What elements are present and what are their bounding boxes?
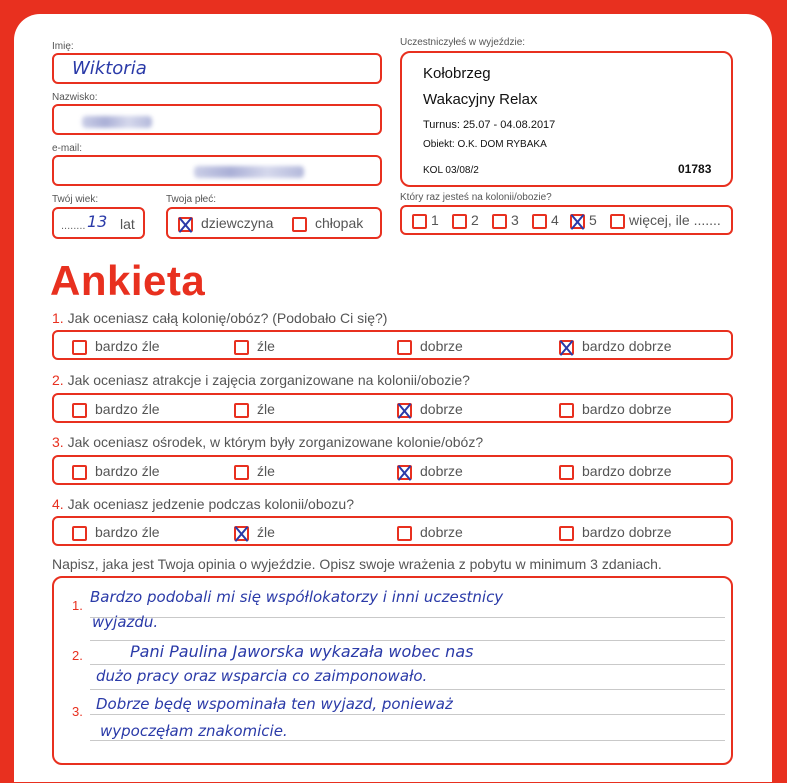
checkbox[interactable] xyxy=(532,214,547,229)
camp-code: KOL 03/08/2 xyxy=(423,165,479,176)
checkbox-checked[interactable] xyxy=(234,526,249,541)
option-bad[interactable]: źle xyxy=(234,401,275,418)
option-good[interactable]: dobrze xyxy=(397,524,463,541)
opinion-line: wypoczęłam znakomicie. xyxy=(100,722,288,740)
age-value: 13 xyxy=(87,212,108,231)
question-1-options xyxy=(52,330,733,360)
option-good[interactable]: dobrze xyxy=(397,338,463,355)
surname-field[interactable] xyxy=(52,104,382,135)
email-label: e-mail: xyxy=(52,143,83,154)
checkbox[interactable] xyxy=(492,214,507,229)
option-very-bad[interactable]: bardzo źle xyxy=(72,338,160,355)
age-unit: lat xyxy=(120,216,135,232)
option-very-good[interactable]: bardzo dobrze xyxy=(559,463,672,480)
gender-field xyxy=(166,207,382,239)
times-option-1[interactable]: 1 xyxy=(412,212,439,229)
option-very-good[interactable]: bardzo dobrze xyxy=(559,524,672,541)
option-very-bad[interactable]: bardzo źle xyxy=(72,401,160,418)
checkbox-checked[interactable] xyxy=(178,217,193,232)
question-1: 1. Jak oceniasz całą kolonię/obóz? (Podobało Ci się?) xyxy=(52,310,388,326)
line-number-2: 2. xyxy=(72,648,83,663)
option-very-good[interactable]: bardzo dobrze xyxy=(559,401,672,418)
opinion-line: Bardzo podobali mi się współlokatorzy i inni uczestnicy xyxy=(90,588,504,606)
option-bad[interactable]: źle xyxy=(234,338,275,355)
opinion-line: Dobrze będę wspominała ten wyjazd, ponieważ xyxy=(96,695,453,713)
checkbox[interactable] xyxy=(397,340,412,355)
times-label: Który raz jesteś na kolonii/obozie? xyxy=(400,192,552,203)
times-option-3[interactable]: 3 xyxy=(492,212,519,229)
rule-line xyxy=(90,740,725,741)
checkbox[interactable] xyxy=(559,403,574,418)
question-2-options xyxy=(52,393,733,423)
option-good[interactable]: dobrze xyxy=(397,463,463,480)
opinion-line: Pani Paulina Jaworska wykazała wobec nas xyxy=(130,642,474,661)
times-field xyxy=(400,205,733,235)
rule-line xyxy=(90,689,725,690)
checkbox[interactable] xyxy=(559,526,574,541)
rule-line xyxy=(90,617,725,618)
name-field[interactable] xyxy=(52,53,382,84)
question-4-options xyxy=(52,516,733,546)
checkbox[interactable] xyxy=(234,403,249,418)
checkbox[interactable] xyxy=(72,403,87,418)
opinion-line: wyjazdu. xyxy=(92,613,159,631)
question-3-options xyxy=(52,455,733,485)
option-very-bad[interactable]: bardzo źle xyxy=(72,463,160,480)
checkbox-checked[interactable] xyxy=(397,403,412,418)
line-number-1: 1. xyxy=(72,598,83,613)
camp-turnus: Turnus: 25.07 - 04.08.2017 xyxy=(423,119,556,131)
opinion-prompt: Napisz, jaka jest Twoja opinia o wyjeździe. Opisz swoje wrażenia z pobytu w minimum 3 zdaniach. xyxy=(52,556,662,572)
checkbox[interactable] xyxy=(397,526,412,541)
times-option-5[interactable]: 5 xyxy=(570,212,597,229)
checkbox[interactable] xyxy=(610,214,625,229)
question-4: 4. Jak oceniasz jedzenie podczas kolonii/obozu? xyxy=(52,496,354,512)
checkbox[interactable] xyxy=(72,340,87,355)
camp-number: 01783 xyxy=(678,162,712,176)
option-bad[interactable]: źle xyxy=(234,524,275,541)
option-bad[interactable]: źle xyxy=(234,463,275,480)
camp-name: Wakacyjny Relax xyxy=(423,91,538,108)
opinion-line: dużo pracy oraz wsparcia co zaimponowało. xyxy=(96,667,428,685)
checkbox[interactable] xyxy=(72,465,87,480)
name-label: Imię: xyxy=(52,41,74,52)
age-label: Twój wiek: xyxy=(52,194,99,205)
checkbox[interactable] xyxy=(234,340,249,355)
checkbox-checked[interactable] xyxy=(559,340,574,355)
email-redaction xyxy=(194,166,304,178)
question-3: 3. Jak oceniasz ośrodek, w którym były zorganizowane kolonie/obóz? xyxy=(52,434,484,450)
checkbox[interactable] xyxy=(412,214,427,229)
age-dots: ........ xyxy=(61,220,86,232)
camp-obiekt: Obiekt: O.K. DOM RYBAKA xyxy=(423,139,547,150)
rule-line xyxy=(90,640,725,641)
checkbox[interactable] xyxy=(452,214,467,229)
option-good[interactable]: dobrze xyxy=(397,401,463,418)
email-field[interactable] xyxy=(52,155,382,186)
gender-option-girl[interactable]: dziewczyna xyxy=(178,215,273,232)
rule-line xyxy=(90,664,725,665)
times-option-2[interactable]: 2 xyxy=(452,212,479,229)
checkbox[interactable] xyxy=(559,465,574,480)
option-very-good[interactable]: bardzo dobrze xyxy=(559,338,672,355)
camp-info-box xyxy=(400,51,733,187)
checkbox-checked[interactable] xyxy=(397,465,412,480)
rule-line xyxy=(90,714,725,715)
checkbox-checked[interactable] xyxy=(570,214,585,229)
participant-label: Uczestniczyłeś w wyjeździe: xyxy=(400,37,526,48)
name-value: Wiktoria xyxy=(72,58,147,79)
surname-label: Nazwisko: xyxy=(52,92,98,103)
surname-redaction xyxy=(82,116,152,128)
line-number-3: 3. xyxy=(72,704,83,719)
checkbox[interactable] xyxy=(72,526,87,541)
times-option-4[interactable]: 4 xyxy=(532,212,559,229)
gender-label: Twoja płeć: xyxy=(166,194,217,205)
survey-title: Ankieta xyxy=(50,257,206,304)
times-option-more[interactable]: więcej, ile ....... xyxy=(610,212,721,229)
camp-city: Kołobrzeg xyxy=(423,65,491,82)
checkbox[interactable] xyxy=(292,217,307,232)
gender-option-boy[interactable]: chłopak xyxy=(292,215,363,232)
option-very-bad[interactable]: bardzo źle xyxy=(72,524,160,541)
checkbox[interactable] xyxy=(234,465,249,480)
age-field[interactable] xyxy=(52,207,145,239)
question-2: 2. Jak oceniasz atrakcje i zajęcia zorganizowane na kolonii/obozie? xyxy=(52,372,470,388)
